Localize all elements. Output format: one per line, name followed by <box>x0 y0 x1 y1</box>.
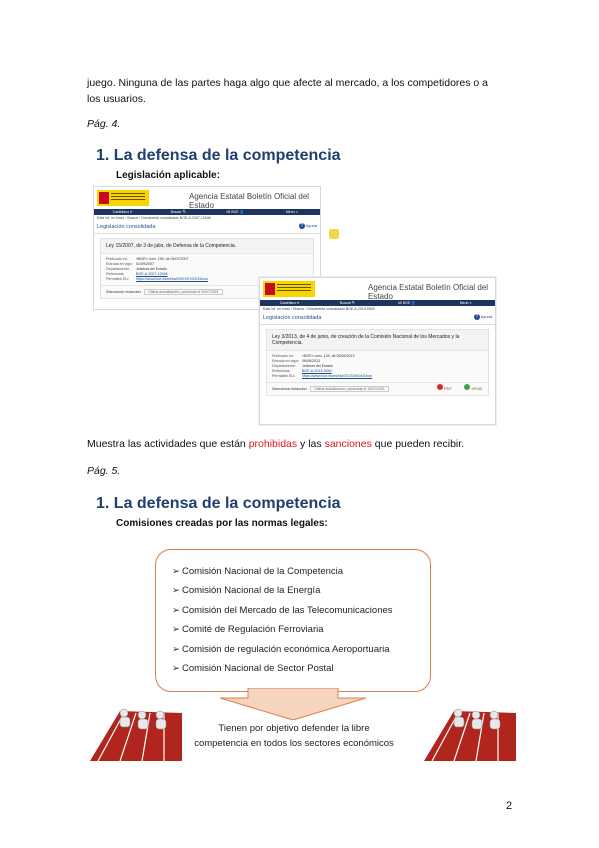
pdf-label: PDF <box>444 386 452 391</box>
law-title: Ley 3/2013, de 4 de junio, de creación de la Comisión Nacional de los Mercados y la Competencia. <box>267 330 488 351</box>
list-item: ➢ Comisión Nacional de Sector Postal <box>172 659 393 678</box>
list-item: ➢ Comité de Regulación Ferroviaria <box>172 620 393 639</box>
my-boe-link[interactable]: Mi BOE 👤 <box>398 301 416 305</box>
menu-link[interactable]: Menú ≡ <box>459 301 472 305</box>
section-title: Legislación consolidada <box>97 224 156 230</box>
language-menu[interactable]: Castellano ▾ <box>112 210 132 214</box>
law-card <box>266 329 489 396</box>
reference-link[interactable]: BOE-A-2013-5940 <box>302 369 332 373</box>
meta-key: Entrada en vigor: <box>106 262 134 266</box>
page-label: Pág. 4. <box>87 118 121 130</box>
arrow-bullet-icon: ➢ <box>172 624 180 636</box>
list-item: ➢ Comisión Nacional de la Energía <box>172 581 393 600</box>
selector-label: Seleccionar redacción: <box>272 387 308 391</box>
language-menu[interactable]: Castellano ▾ <box>279 301 300 305</box>
meta-key: Publicado en: <box>272 354 294 358</box>
help-icon: ? <box>475 314 479 320</box>
activities-sentence <box>87 436 464 452</box>
breadcrumb: Está Vd. en Inicio › Buscar › Documento consolidado BOE-A-2013-5940 <box>263 307 375 311</box>
intro-line-2: los usuarios. <box>87 93 146 105</box>
arrow-bullet-icon: ➢ <box>172 585 180 597</box>
permalink-link[interactable]: https://www.boe.es/eli/es/l/2007/07/03/15/con <box>136 277 209 281</box>
epub-button[interactable] <box>464 384 482 391</box>
meta-key: Permalink ELI: <box>106 277 130 281</box>
meta-key: Entrada en vigor: <box>272 359 300 363</box>
runners-illustration-left <box>90 701 182 761</box>
commissions-list <box>172 562 393 678</box>
page-label: Pág. 5. <box>87 465 121 477</box>
search-link[interactable]: Buscar 🔍 <box>170 210 187 214</box>
boe-screenshot-2 <box>259 277 496 425</box>
meta-key: Departamento: <box>272 364 296 368</box>
intro-line-1: juego. Ninguna de las partes haga algo que afecte al mercado, a los competidores o a <box>87 77 489 89</box>
list-item: ➢ Comisión de regulación económica Aeroportuaria <box>172 640 393 659</box>
page-number: 2 <box>506 800 513 812</box>
help-label: Ayuda <box>480 314 492 319</box>
boe-logo <box>263 281 315 297</box>
boe-site-title: Agencia Estatal Boletín Oficial del Estado <box>368 283 489 301</box>
meta-value: Jefatura del Estado <box>302 364 333 368</box>
section-header <box>260 312 495 325</box>
meta-key: Permalink ELI: <box>272 374 296 378</box>
list-item: ➢ Comisión del Mercado de las Telecomunicaciones <box>172 601 393 620</box>
epub-label: ePUB <box>471 386 482 391</box>
goal-line-2: competencia en todos los sectores económicos <box>194 738 394 749</box>
version-select[interactable]: Última actualización, publicada el 10/07/2021 <box>310 386 388 392</box>
boe-site-title: Agencia Estatal Boletín Oficial del Estado <box>189 192 310 210</box>
section-subheading: Comisiones creadas por las normas legales: <box>116 518 328 529</box>
boe-header <box>260 278 495 300</box>
epub-icon <box>464 384 470 390</box>
highlight-sanctions: sanciones <box>324 438 372 450</box>
help-icon: ? <box>300 223 304 229</box>
section-subheading: Legislación aplicable: <box>116 170 220 181</box>
law-metadata <box>267 351 488 382</box>
down-arrow-icon <box>220 688 366 720</box>
boe-logo <box>97 190 149 206</box>
meta-key: Departamento: <box>106 267 130 271</box>
goal-text <box>155 721 433 751</box>
runners-illustration-right <box>424 701 516 761</box>
reference-link[interactable]: BOE-A-2007-12946 <box>136 272 168 276</box>
meta-value: «BOE» núm. 159, de 04/07/2007 <box>136 257 189 261</box>
help-label: Ayuda <box>305 223 317 228</box>
section-header <box>94 221 320 234</box>
selector-label: Seleccionar redacción: <box>106 290 142 294</box>
help-link[interactable] <box>299 223 317 229</box>
highlight-prohibited: prohibidas <box>248 438 298 450</box>
search-link[interactable]: Buscar 🔍 <box>340 301 357 305</box>
permalink-link[interactable]: https://www.boe.es/eli/es/l/2013/06/04/3/con <box>302 374 373 378</box>
breadcrumb: Está Vd. en Inicio › Buscar › Documento consolidado BOE-A-2007-12946 <box>97 216 211 220</box>
section-heading: 1. La defensa de la competencia <box>96 147 341 164</box>
sentence-text: que pueden recibir. <box>371 438 465 450</box>
law-title: Ley 15/2007, de 3 de julio, de Defensa de la Competencia. <box>101 239 313 254</box>
sentence-text: y las <box>297 438 325 450</box>
arrow-bullet-icon: ➢ <box>172 643 180 655</box>
meta-key: Referencia: <box>272 369 291 373</box>
meta-value: «BOE» núm. 134, de 05/06/2013 <box>302 354 355 358</box>
arrow-bullet-icon: ➢ <box>172 566 180 577</box>
version-select[interactable]: Última actualización, publicada el 09/07/2021 <box>144 289 222 295</box>
section-heading: 1. La defensa de la competencia <box>96 495 341 512</box>
boe-header <box>94 187 320 209</box>
pdf-icon <box>437 384 443 390</box>
meta-key: Publicado en: <box>106 257 128 261</box>
comment-icon[interactable] <box>329 229 339 239</box>
arrow-bullet-icon: ➢ <box>172 604 180 616</box>
my-boe-link[interactable]: Mi BOE 👤 <box>226 210 244 214</box>
meta-key: Referencia: <box>106 272 125 276</box>
pdf-button[interactable] <box>437 384 452 391</box>
goal-line-1: Tienen por objetivo defender la libre <box>218 723 370 734</box>
meta-value: 06/06/2013 <box>302 359 320 363</box>
meta-value: Jefatura del Estado <box>136 267 167 271</box>
meta-value: 01/09/2007 <box>136 262 154 266</box>
meta-row <box>272 374 483 379</box>
arrow-bullet-icon: ➢ <box>172 662 180 674</box>
version-selector <box>267 382 488 395</box>
section-title: Legislación consolidada <box>263 315 322 321</box>
list-item: ➢ Comisión Nacional de la Competencia <box>172 562 393 581</box>
menu-link[interactable]: Menú ≡ <box>285 210 298 214</box>
help-link[interactable] <box>474 314 492 320</box>
sentence-text: Muestra las actividades que están <box>87 438 249 450</box>
